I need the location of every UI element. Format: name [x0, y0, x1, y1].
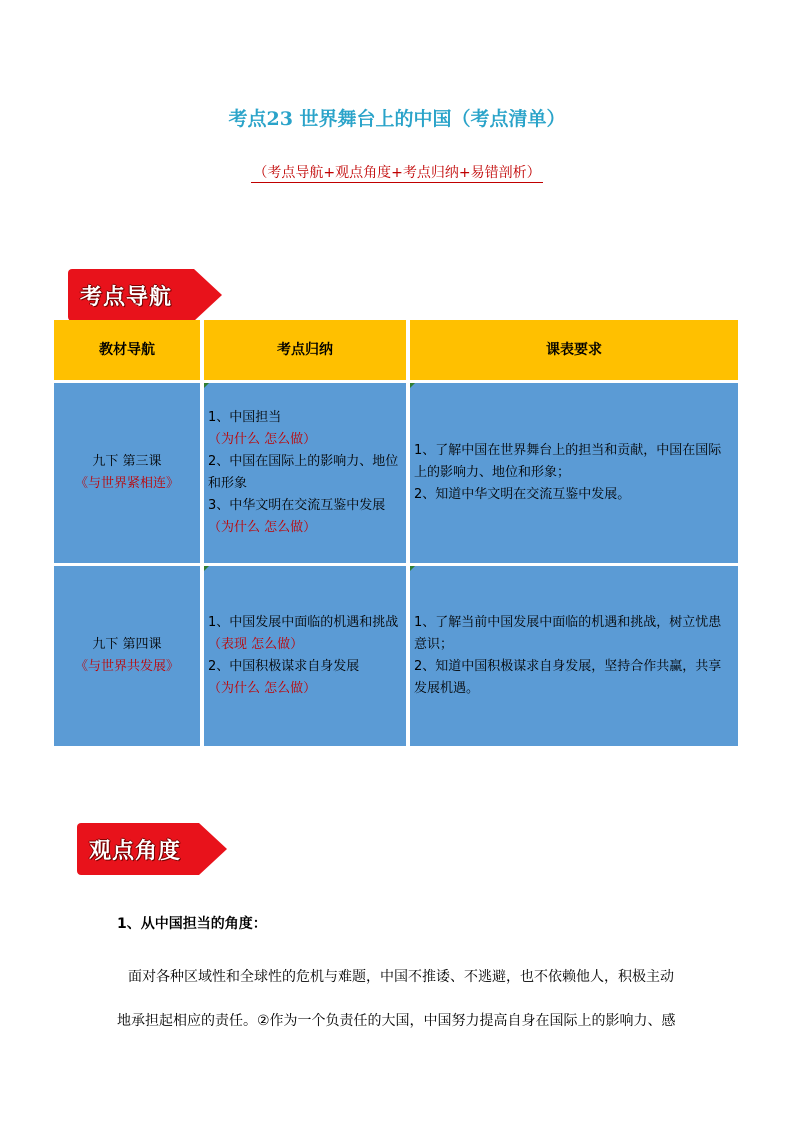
- page-subtitle: [0, 162, 794, 182]
- section-banner-view: [77, 823, 227, 875]
- section-heading: 1、从中国担当的角度：: [117, 916, 267, 932]
- point-hint: （为什么 怎么做）: [208, 520, 317, 535]
- table-cell-requirements: [410, 383, 738, 563]
- requirement-item: 1、了解中国在世界舞台上的担当和贡献，中国在国际上的影响力、地位和形象；: [414, 443, 722, 480]
- banner-arrow-shape: [194, 269, 222, 321]
- point-item: 1、中国发展中面临的机遇和挑战: [208, 615, 399, 630]
- point-hint: （为什么 怎么做）: [208, 432, 317, 447]
- subtitle-text: （考点导航+观点角度+考点归纳+易错剖析）: [253, 165, 541, 181]
- table-cell-points: [204, 383, 406, 563]
- point-item: 2、中国在国际上的影响力、地位和形象: [208, 454, 399, 491]
- table-header-cell: 考点归纳: [204, 320, 406, 380]
- table-header-cell: 课表要求: [410, 320, 738, 380]
- paragraph-line: 地承担起相应的责任。②作为一个负责任的大国，中国努力提高自身在国际上的影响力、感: [117, 1013, 676, 1029]
- point-item: 3、中华文明在交流互鉴中发展: [208, 498, 386, 513]
- requirement-item: 2、知道中华文明在交流互鉴中发展。: [414, 487, 631, 502]
- paragraph-line: 面对各种区域性和全球性的危机与难题，中国不推诿、不逃避，也不依赖他人，积极主动: [128, 969, 674, 985]
- table-cell-lesson: [54, 383, 200, 563]
- table-cell-points: [204, 566, 406, 746]
- lesson-title: 《与世界共发展》: [74, 659, 179, 674]
- banner-label: 观点角度: [89, 839, 182, 864]
- requirement-item: 1、了解当前中国发展中面临的机遇和挑战，树立忧患意识；: [414, 615, 722, 652]
- page-title: 考点23 世界舞台上的中国（考点清单）: [228, 108, 566, 130]
- lesson-title: 《与世界紧相连》: [74, 476, 179, 491]
- section-banner-nav: [68, 269, 222, 321]
- table-cell-requirements: [410, 566, 738, 746]
- point-hint: （为什么 怎么做）: [208, 681, 317, 696]
- banner-arrow-shape: [199, 823, 227, 875]
- table-cell-lesson: [54, 566, 200, 746]
- point-hint: （表现 怎么做）: [208, 637, 304, 652]
- table-header-cell: 教材导航: [54, 320, 200, 380]
- point-item: 2、中国积极谋求自身发展: [208, 659, 360, 674]
- point-item: 1、中国担当: [208, 410, 282, 425]
- lesson-name: 九下 第三课: [92, 454, 162, 469]
- banner-label: 考点导航: [80, 285, 173, 310]
- requirement-item: 2、知道中国积极谋求自身发展，坚持合作共赢，共享发展机遇。: [414, 659, 722, 696]
- lesson-name: 九下 第四课: [92, 637, 162, 652]
